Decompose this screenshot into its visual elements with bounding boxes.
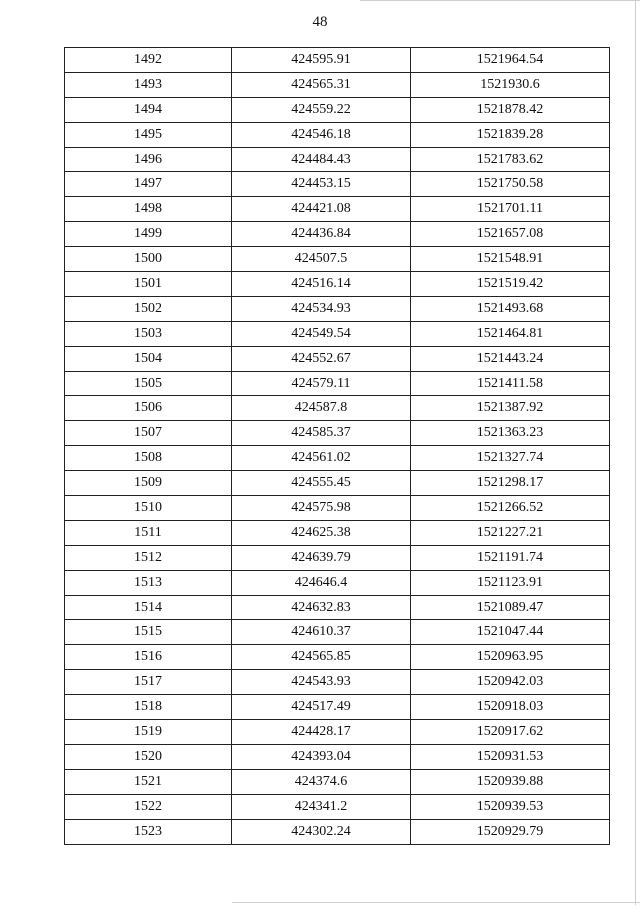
table-row [65,595,610,620]
x-coordinate-cell: 424575.98 [232,496,411,521]
x-coordinate-cell: 424484.43 [232,147,411,172]
table-row [65,48,610,73]
table-row [65,222,610,247]
point-number-cell: 1522 [65,794,232,819]
y-coordinate-cell: 1521363.23 [411,421,610,446]
y-coordinate-cell: 1521298.17 [411,471,610,496]
point-number-cell: 1494 [65,97,232,122]
x-coordinate-cell: 424534.93 [232,296,411,321]
x-coordinate-cell: 424639.79 [232,545,411,570]
point-number-cell: 1500 [65,247,232,272]
point-number-cell: 1509 [65,471,232,496]
y-coordinate-cell: 1521930.6 [411,72,610,97]
x-coordinate-cell: 424453.15 [232,172,411,197]
point-number-cell: 1518 [65,695,232,720]
point-number-cell: 1499 [65,222,232,247]
table-row [65,247,610,272]
y-coordinate-cell: 1521327.74 [411,446,610,471]
table-row [65,670,610,695]
point-number-cell: 1523 [65,819,232,844]
table-row [65,496,610,521]
y-coordinate-cell: 1521783.62 [411,147,610,172]
y-coordinate-cell: 1520931.53 [411,744,610,769]
x-coordinate-cell: 424302.24 [232,819,411,844]
y-coordinate-cell: 1521464.81 [411,321,610,346]
x-coordinate-cell: 424610.37 [232,620,411,645]
y-coordinate-cell: 1520939.88 [411,769,610,794]
table-row [65,645,610,670]
table-row [65,769,610,794]
table-row [65,794,610,819]
x-coordinate-cell: 424436.84 [232,222,411,247]
point-number-cell: 1497 [65,172,232,197]
point-number-cell: 1501 [65,272,232,297]
y-coordinate-cell: 1521519.42 [411,272,610,297]
y-coordinate-cell: 1521047.44 [411,620,610,645]
point-number-cell: 1520 [65,744,232,769]
x-coordinate-cell: 424625.38 [232,520,411,545]
point-number-cell: 1505 [65,371,232,396]
y-coordinate-cell: 1521548.91 [411,247,610,272]
y-coordinate-cell: 1520963.95 [411,645,610,670]
x-coordinate-cell: 424507.5 [232,247,411,272]
point-number-cell: 1521 [65,769,232,794]
table-row [65,172,610,197]
table-row [65,744,610,769]
table-row [65,570,610,595]
x-coordinate-cell: 424595.91 [232,48,411,73]
x-coordinate-cell: 424543.93 [232,670,411,695]
y-coordinate-cell: 1521191.74 [411,545,610,570]
table-row [65,122,610,147]
y-coordinate-cell: 1521493.68 [411,296,610,321]
scan-edge-bottom [232,902,640,903]
y-coordinate-cell: 1521266.52 [411,496,610,521]
x-coordinate-cell: 424421.08 [232,197,411,222]
x-coordinate-cell: 424565.31 [232,72,411,97]
table-row [65,695,610,720]
y-coordinate-cell: 1521839.28 [411,122,610,147]
table-row [65,471,610,496]
point-number-cell: 1517 [65,670,232,695]
y-coordinate-cell: 1521411.58 [411,371,610,396]
y-coordinate-cell: 1521123.91 [411,570,610,595]
table-row [65,545,610,570]
x-coordinate-cell: 424587.8 [232,396,411,421]
table-row [65,197,610,222]
point-number-cell: 1508 [65,446,232,471]
point-number-cell: 1507 [65,421,232,446]
x-coordinate-cell: 424585.37 [232,421,411,446]
coordinates-table-body [65,48,610,845]
table-row [65,272,610,297]
table-row [65,296,610,321]
coordinates-table [64,47,610,845]
table-row [65,346,610,371]
y-coordinate-cell: 1520929.79 [411,819,610,844]
y-coordinate-cell: 1520918.03 [411,695,610,720]
table-row [65,446,610,471]
point-number-cell: 1496 [65,147,232,172]
table-row [65,147,610,172]
point-number-cell: 1511 [65,520,232,545]
point-number-cell: 1519 [65,720,232,745]
table-row [65,396,610,421]
point-number-cell: 1515 [65,620,232,645]
x-coordinate-cell: 424393.04 [232,744,411,769]
page-number: 48 [312,14,328,30]
y-coordinate-cell: 1521227.21 [411,520,610,545]
point-number-cell: 1502 [65,296,232,321]
y-coordinate-cell: 1520939.53 [411,794,610,819]
point-number-cell: 1512 [65,545,232,570]
y-coordinate-cell: 1521443.24 [411,346,610,371]
y-coordinate-cell: 1521750.58 [411,172,610,197]
x-coordinate-cell: 424555.45 [232,471,411,496]
point-number-cell: 1516 [65,645,232,670]
y-coordinate-cell: 1521387.92 [411,396,610,421]
table-row [65,421,610,446]
point-number-cell: 1514 [65,595,232,620]
x-coordinate-cell: 424646.4 [232,570,411,595]
x-coordinate-cell: 424546.18 [232,122,411,147]
point-number-cell: 1503 [65,321,232,346]
y-coordinate-cell: 1521089.47 [411,595,610,620]
y-coordinate-cell: 1520917.62 [411,720,610,745]
y-coordinate-cell: 1521964.54 [411,48,610,73]
scan-edge-top [360,0,640,1]
scan-edge-right [635,0,636,905]
table-row [65,321,610,346]
x-coordinate-cell: 424565.85 [232,645,411,670]
x-coordinate-cell: 424549.54 [232,321,411,346]
x-coordinate-cell: 424517.49 [232,695,411,720]
y-coordinate-cell: 1521657.08 [411,222,610,247]
table-row [65,72,610,97]
point-number-cell: 1510 [65,496,232,521]
table-row [65,720,610,745]
x-coordinate-cell: 424428.17 [232,720,411,745]
x-coordinate-cell: 424579.11 [232,371,411,396]
point-number-cell: 1506 [65,396,232,421]
point-number-cell: 1498 [65,197,232,222]
x-coordinate-cell: 424374.6 [232,769,411,794]
y-coordinate-cell: 1521878.42 [411,97,610,122]
table-row [65,371,610,396]
y-coordinate-cell: 1521701.11 [411,197,610,222]
point-number-cell: 1492 [65,48,232,73]
table-row [65,620,610,645]
table-row [65,97,610,122]
y-coordinate-cell: 1520942.03 [411,670,610,695]
x-coordinate-cell: 424341.2 [232,794,411,819]
point-number-cell: 1495 [65,122,232,147]
x-coordinate-cell: 424559.22 [232,97,411,122]
point-number-cell: 1493 [65,72,232,97]
point-number-cell: 1504 [65,346,232,371]
point-number-cell: 1513 [65,570,232,595]
x-coordinate-cell: 424552.67 [232,346,411,371]
x-coordinate-cell: 424561.02 [232,446,411,471]
x-coordinate-cell: 424516.14 [232,272,411,297]
x-coordinate-cell: 424632.83 [232,595,411,620]
table-row [65,520,610,545]
table-row [65,819,610,844]
